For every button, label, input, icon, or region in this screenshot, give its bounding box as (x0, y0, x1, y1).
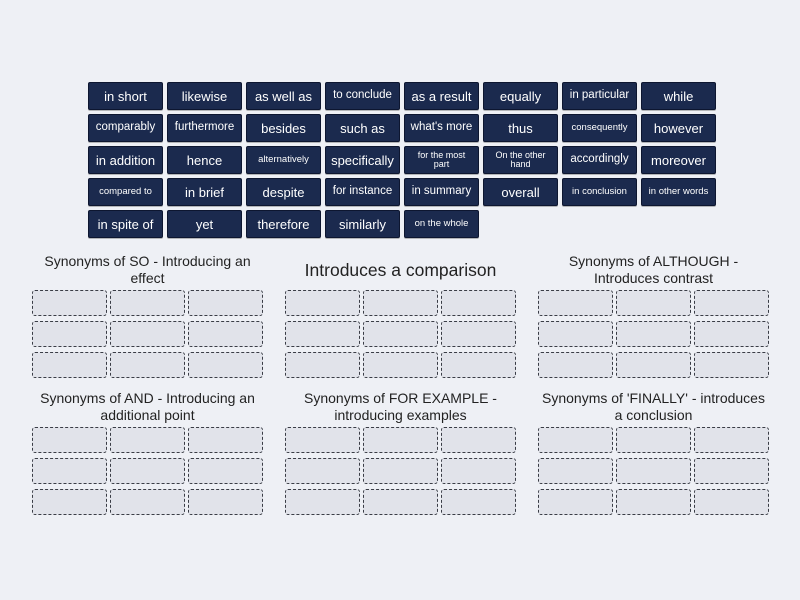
word-tile[interactable]: on the whole (404, 210, 479, 238)
word-tile[interactable]: therefore (246, 210, 321, 238)
group-finally (538, 390, 769, 515)
drop-slot[interactable] (363, 458, 438, 484)
drop-slot[interactable] (363, 352, 438, 378)
word-tile[interactable]: as a result (404, 82, 479, 110)
group-and (32, 390, 263, 515)
drop-slot[interactable] (616, 458, 691, 484)
word-bank (88, 82, 716, 238)
drop-slot[interactable] (538, 290, 613, 316)
drop-slot[interactable] (441, 458, 516, 484)
word-tile[interactable]: despite (246, 178, 321, 206)
drop-zone[interactable] (538, 290, 769, 378)
group-comparison (285, 253, 516, 378)
drop-zone[interactable] (285, 290, 516, 378)
word-tile[interactable]: overall (483, 178, 558, 206)
drop-slot[interactable] (110, 352, 185, 378)
drop-slot[interactable] (694, 489, 769, 515)
word-tile[interactable]: comparably (88, 114, 163, 142)
drop-slot[interactable] (694, 321, 769, 347)
drop-slot[interactable] (441, 489, 516, 515)
drop-slot[interactable] (188, 427, 263, 453)
drop-slot[interactable] (538, 427, 613, 453)
drop-slot[interactable] (616, 427, 691, 453)
drop-slot[interactable] (285, 458, 360, 484)
word-tile[interactable]: in short (88, 82, 163, 110)
drop-slot[interactable] (285, 427, 360, 453)
word-tile[interactable]: furthermore (167, 114, 242, 142)
drop-slot[interactable] (188, 290, 263, 316)
word-tile[interactable]: for instance (325, 178, 400, 206)
drop-slot[interactable] (285, 352, 360, 378)
drop-zone[interactable] (538, 427, 769, 515)
word-tile[interactable]: accordingly (562, 146, 637, 174)
word-tile[interactable]: in brief (167, 178, 242, 206)
group-title: Synonyms of AND - Introducing an additional point (40, 390, 255, 424)
drop-slot[interactable] (32, 489, 107, 515)
drop-slot[interactable] (285, 321, 360, 347)
drop-slot[interactable] (538, 458, 613, 484)
word-tile[interactable]: On the other hand (483, 146, 558, 174)
drop-slot[interactable] (188, 352, 263, 378)
drop-slot[interactable] (188, 489, 263, 515)
drop-slot[interactable] (616, 290, 691, 316)
drop-zone[interactable] (32, 290, 263, 378)
group-title: Synonyms of ALTHOUGH - Introduces contrast (568, 253, 739, 287)
drop-slot[interactable] (538, 352, 613, 378)
word-tile[interactable]: in spite of (88, 210, 163, 238)
drop-slot[interactable] (110, 489, 185, 515)
group-although (538, 253, 769, 378)
word-tile[interactable]: in addition (88, 146, 163, 174)
word-tile[interactable]: in conclusion (562, 178, 637, 206)
drop-slot[interactable] (694, 290, 769, 316)
drop-slot[interactable] (441, 290, 516, 316)
drop-slot[interactable] (32, 352, 107, 378)
drop-slot[interactable] (363, 290, 438, 316)
group-title: Synonyms of SO - Introducing an effect (44, 253, 251, 287)
drop-slot[interactable] (441, 321, 516, 347)
drop-slot[interactable] (110, 458, 185, 484)
word-tile[interactable]: while (641, 82, 716, 110)
word-tile[interactable]: moreover (641, 146, 716, 174)
drop-slot[interactable] (110, 321, 185, 347)
word-tile[interactable]: such as (325, 114, 400, 142)
group-so (32, 253, 263, 378)
group-title: Synonyms of 'FINALLY' - introduces a conclusion (542, 390, 765, 424)
word-tile[interactable]: what's more (404, 114, 479, 142)
word-tile[interactable]: consequently (562, 114, 637, 142)
group-title: Synonyms of FOR EXAMPLE - introducing examples (304, 390, 497, 424)
drop-slot[interactable] (694, 352, 769, 378)
word-tile[interactable]: in summary (404, 178, 479, 206)
drop-slot[interactable] (32, 427, 107, 453)
drop-zone[interactable] (32, 427, 263, 515)
drop-slot[interactable] (616, 352, 691, 378)
drop-slot[interactable] (441, 427, 516, 453)
drop-slot[interactable] (441, 352, 516, 378)
drop-slot[interactable] (363, 321, 438, 347)
drop-slot[interactable] (188, 458, 263, 484)
drop-slot[interactable] (538, 321, 613, 347)
word-tile[interactable]: compared to (88, 178, 163, 206)
word-tile[interactable]: besides (246, 114, 321, 142)
drop-slot[interactable] (110, 290, 185, 316)
word-tile[interactable]: in particular (562, 82, 637, 110)
word-tile[interactable]: to conclude (325, 82, 400, 110)
drop-slot[interactable] (616, 321, 691, 347)
drop-slot[interactable] (694, 458, 769, 484)
group-title: Introduces a comparison (304, 259, 497, 280)
word-tile[interactable]: similarly (325, 210, 400, 238)
drop-slot[interactable] (285, 290, 360, 316)
word-tile[interactable]: however (641, 114, 716, 142)
word-tile[interactable]: in other words (641, 178, 716, 206)
group-for-example (285, 390, 516, 515)
word-tile[interactable]: yet (167, 210, 242, 238)
drop-slot[interactable] (188, 321, 263, 347)
drop-slot[interactable] (538, 489, 613, 515)
drop-zone[interactable] (285, 427, 516, 515)
word-tile[interactable]: specifically (325, 146, 400, 174)
drop-slot[interactable] (694, 427, 769, 453)
drop-slot[interactable] (110, 427, 185, 453)
word-tile[interactable]: for the most part (404, 146, 479, 174)
drop-slot[interactable] (32, 321, 107, 347)
word-tile[interactable]: thus (483, 114, 558, 142)
drop-slot[interactable] (285, 489, 360, 515)
word-tile[interactable]: hence (167, 146, 242, 174)
drop-slot[interactable] (363, 427, 438, 453)
word-tile[interactable]: as well as (246, 82, 321, 110)
word-tile[interactable]: equally (483, 82, 558, 110)
drop-slot[interactable] (32, 458, 107, 484)
drop-slot[interactable] (363, 489, 438, 515)
word-tile[interactable]: likewise (167, 82, 242, 110)
drop-slot[interactable] (616, 489, 691, 515)
word-tile[interactable]: alternatively (246, 146, 321, 174)
drop-slot[interactable] (32, 290, 107, 316)
